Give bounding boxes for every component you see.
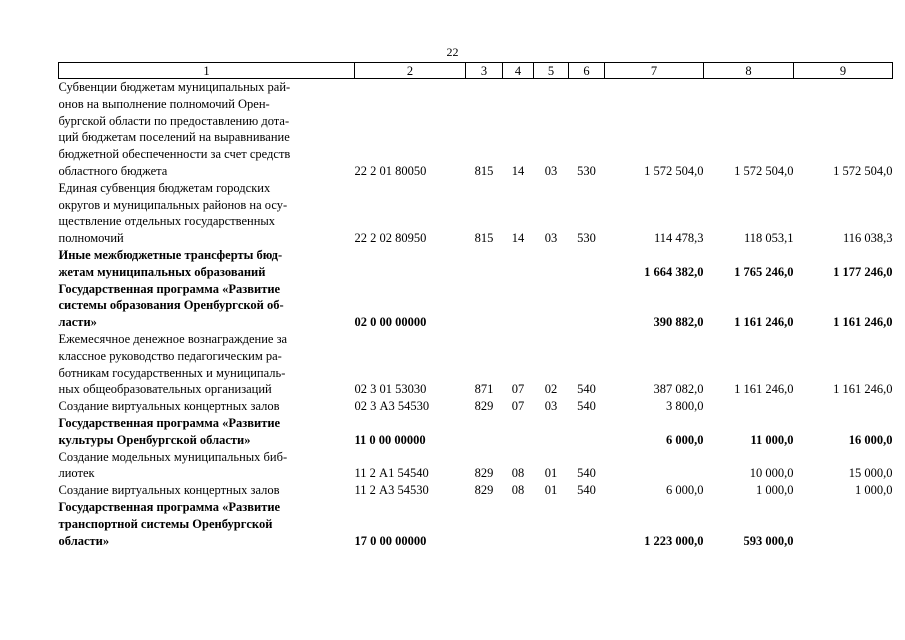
expense-type-cell: 540 (577, 466, 596, 481)
table-header (59, 63, 893, 79)
ministry-code-cell: 871 (474, 382, 494, 397)
section-code-cell (503, 499, 534, 549)
amount-cell-col7: 114 478,3 (653, 231, 704, 246)
amount-cell-col7: 1 572 504,0 (644, 163, 704, 178)
subsection-code-cell: 01 (544, 483, 558, 498)
amount-cell-col9: 1 572 504,0 (833, 163, 893, 178)
column-header: 3 (466, 63, 503, 79)
subsection-code-cell: 03 (544, 163, 558, 178)
ministry-code-cell (466, 499, 503, 549)
amount-cell-col8: 11 000,0 (750, 432, 794, 447)
row-name-cell (59, 415, 355, 449)
amount-cell-col9: 16 000,0 (848, 432, 893, 447)
ministry-code-cell: 815 (474, 231, 494, 246)
table-row (59, 180, 893, 247)
row-name-cell (59, 482, 355, 499)
section-code-cell: 14 (511, 231, 525, 246)
subsection-code-cell (534, 415, 569, 449)
column-header: 1 (59, 63, 355, 79)
row-name-line: ных общеобразовательных организаций (58, 382, 272, 397)
row-name-cell (59, 281, 355, 331)
amount-cell-col7: 387 082,0 (653, 382, 704, 397)
row-name-line: Государственная программа «Развитие (58, 499, 281, 514)
amount-cell-col7: 3 800,0 (666, 399, 704, 414)
section-code-cell (503, 281, 534, 331)
row-name-cell (59, 247, 355, 281)
amount-cell-col9: 15 000,0 (848, 466, 893, 481)
table-row (59, 449, 893, 483)
table-row (59, 482, 893, 499)
target-code-cell: 11 2 А1 54540 (354, 466, 429, 481)
row-name-cell (59, 79, 355, 180)
expense-type-cell: 540 (577, 382, 596, 397)
section-code-cell (503, 247, 534, 281)
row-name-line: лиотек (58, 466, 95, 481)
amount-cell-col8: 1 161 246,0 (734, 315, 794, 330)
amount-cell-col9: 1 177 246,0 (833, 264, 893, 279)
table-row (59, 398, 893, 415)
row-name-cell (59, 499, 355, 549)
amount-cell-col9 (794, 499, 893, 549)
ministry-code-cell: 829 (474, 466, 494, 481)
row-name-line: классное руководство педагогическим ра- (58, 348, 282, 363)
amount-cell-col8: 1 000,0 (756, 483, 794, 498)
column-header: 2 (355, 63, 466, 79)
subsection-code-cell (534, 499, 569, 549)
section-code-cell: 07 (511, 399, 525, 414)
row-name-line: ществление отдельных государственных (58, 214, 276, 229)
amount-cell-col8: 1 572 504,0 (734, 163, 794, 178)
row-name-cell (59, 398, 355, 415)
ministry-code-cell: 829 (474, 399, 494, 414)
amount-cell-col9 (794, 398, 893, 415)
row-name-line: ций бюджетам поселений на выравнивание (58, 130, 290, 145)
section-code-cell: 07 (511, 382, 525, 397)
row-name-line: онов на выполнение полномочий Орен- (58, 96, 270, 111)
target-code-cell (355, 247, 466, 281)
subsection-code-cell (534, 247, 569, 281)
amount-cell-col7: 6 000,0 (666, 483, 704, 498)
column-header: 6 (569, 63, 605, 79)
amount-cell-col9: 1 161 246,0 (833, 315, 893, 330)
amount-cell-col8: 1 161 246,0 (734, 382, 794, 397)
expense-type-cell (569, 499, 605, 549)
row-name-cell (59, 180, 355, 247)
column-header: 7 (605, 63, 704, 79)
target-code-cell: 22 2 02 80950 (354, 231, 427, 246)
row-name-line: жетам муниципальных образований (58, 264, 266, 279)
target-code-cell: 02 3 А3 54530 (354, 399, 430, 414)
ministry-code-cell: 829 (474, 483, 494, 498)
expense-type-cell: 530 (577, 231, 596, 246)
column-header: 4 (503, 63, 534, 79)
expense-type-cell: 530 (577, 163, 596, 178)
row-name-line: Единая субвенция бюджетам городских (58, 180, 271, 195)
ministry-code-cell (466, 415, 503, 449)
table-row (59, 415, 893, 449)
section-code-cell: 08 (511, 466, 525, 481)
amount-cell-col8: 593 000,0 (743, 533, 794, 548)
budget-table (58, 62, 893, 549)
target-code-cell: 17 0 00 00000 (354, 533, 427, 548)
row-name-cell (59, 449, 355, 483)
ministry-code-cell (466, 247, 503, 281)
amount-cell-col7 (605, 449, 704, 483)
target-code-cell: 11 0 00 00000 (354, 432, 426, 447)
page-number: 22 (446, 45, 459, 59)
amount-cell-col8: 10 000,0 (749, 466, 794, 481)
table-row (59, 79, 893, 180)
amount-cell-col7: 6 000,0 (666, 432, 704, 447)
table-row (59, 281, 893, 331)
row-name-line: Создание виртуальных концертных залов (58, 483, 280, 498)
amount-cell-col8: 1 765 246,0 (734, 264, 794, 279)
target-code-cell: 02 3 01 53030 (354, 382, 427, 397)
row-name-line: бургской области по предоставлению дота- (58, 113, 290, 128)
column-header: 8 (704, 63, 794, 79)
amount-cell-col9: 1 000,0 (855, 483, 893, 498)
column-header: 9 (794, 63, 893, 79)
row-name-line: округов и муниципальных районов на осу- (58, 197, 288, 212)
amount-cell-col9: 116 038,3 (842, 231, 893, 246)
table-row (59, 499, 893, 549)
row-name-line: Государственная программа «Развитие (58, 281, 281, 296)
section-code-cell (503, 415, 534, 449)
column-header: 5 (534, 63, 569, 79)
subsection-code-cell (534, 281, 569, 331)
row-name-line: транспортной системы Оренбургской (58, 516, 273, 531)
amount-cell-col7: 1 223 000,0 (644, 533, 704, 548)
row-name-line: полномочий (58, 231, 124, 246)
row-name-line: ласти» (58, 315, 97, 330)
row-name-line: бюджетной обеспеченности за счет средств (58, 147, 291, 162)
row-name-line: Создание модельных муниципальных биб- (58, 449, 288, 464)
table-row (59, 331, 893, 398)
amount-cell-col9: 1 161 246,0 (833, 382, 893, 397)
expense-type-cell (569, 281, 605, 331)
subsection-code-cell: 03 (544, 399, 558, 414)
row-name-cell (59, 331, 355, 398)
subsection-code-cell: 01 (544, 466, 558, 481)
amount-cell-col7: 1 664 382,0 (644, 264, 704, 279)
row-name-line: Субвенции бюджетам муниципальных рай- (58, 80, 291, 94)
row-name-line: культуры Оренбургской области» (58, 432, 251, 447)
row-name-line: Создание виртуальных концертных залов (58, 399, 280, 414)
amount-cell-col8: 118 053,1 (743, 231, 794, 246)
table-row (59, 247, 893, 281)
subsection-code-cell: 02 (544, 382, 558, 397)
row-name-line: системы образования Оренбургской об- (58, 298, 284, 313)
target-code-cell: 11 2 А3 54530 (354, 483, 429, 498)
table-body (59, 79, 893, 550)
row-name-line: ботникам государственных и муниципаль- (58, 365, 286, 380)
ministry-code-cell (466, 281, 503, 331)
row-name-line: Иные межбюджетные трансферты бюд- (58, 247, 283, 262)
expense-type-cell (569, 247, 605, 281)
section-code-cell: 08 (511, 483, 525, 498)
subsection-code-cell: 03 (544, 231, 558, 246)
expense-type-cell (569, 415, 605, 449)
row-name-line: Государственная программа «Развитие (58, 415, 281, 430)
row-name-line: Ежемесячное денежное вознаграждение за (58, 331, 288, 346)
expense-type-cell: 540 (577, 399, 596, 414)
target-code-cell: 22 2 01 80050 (354, 163, 427, 178)
row-name-line: области» (58, 533, 110, 548)
section-code-cell: 14 (511, 163, 525, 178)
row-name-line: областного бюджета (58, 163, 168, 178)
ministry-code-cell: 815 (474, 163, 494, 178)
amount-cell-col8 (704, 398, 794, 415)
target-code-cell: 02 0 00 00000 (354, 315, 427, 330)
header-row (59, 63, 893, 79)
expense-type-cell: 540 (577, 483, 596, 498)
amount-cell-col7: 390 882,0 (653, 315, 704, 330)
